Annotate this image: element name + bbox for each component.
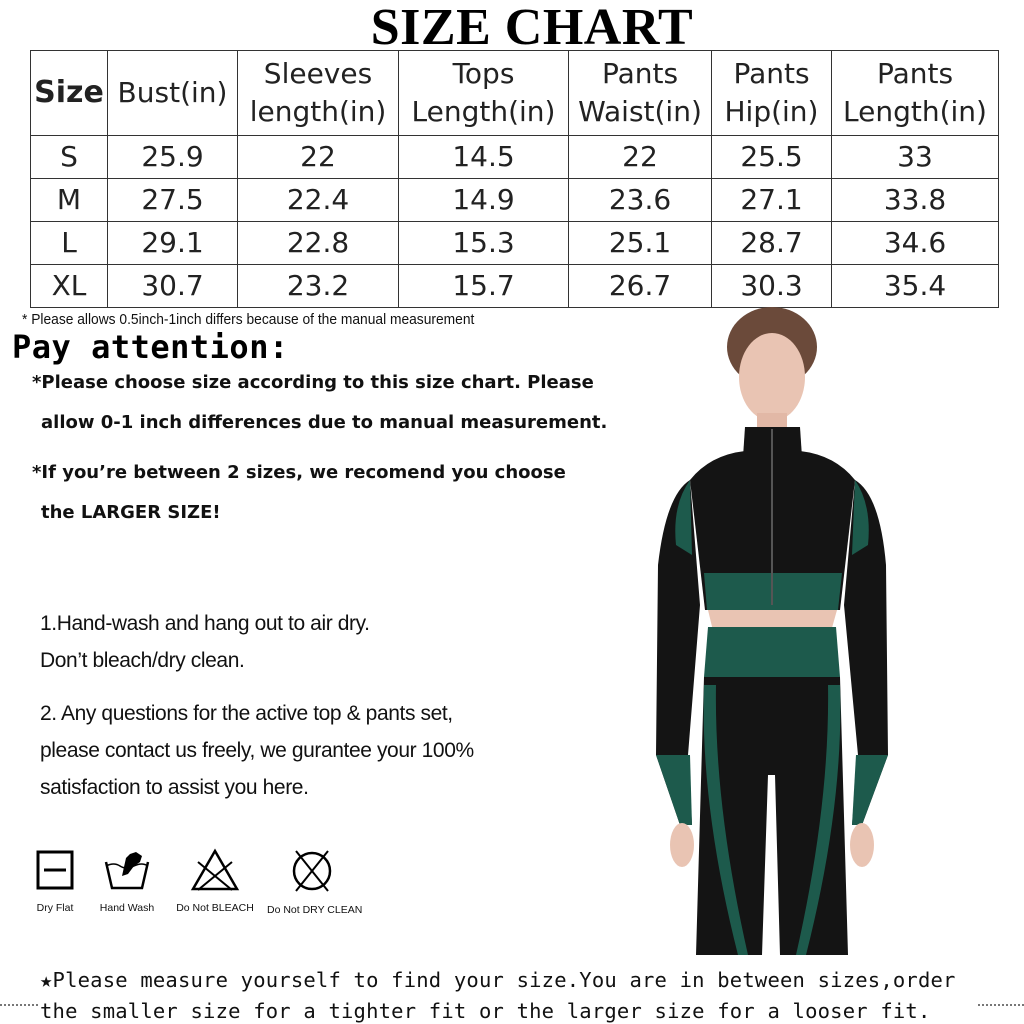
header-bust: Bust(in) bbox=[108, 51, 238, 136]
header-pants-waist: Pants Waist(in) bbox=[569, 51, 712, 136]
table-header-row bbox=[31, 51, 999, 136]
table-cell: 33.8 bbox=[832, 179, 999, 222]
care-instruction: 2. Any questions for the active top & pants set, bbox=[40, 702, 453, 725]
table-cell: 30.7 bbox=[108, 265, 238, 308]
size-table bbox=[30, 50, 999, 308]
table-cell: 22 bbox=[569, 136, 712, 179]
icon-label: Do Not BLEACH bbox=[176, 902, 254, 914]
table-row bbox=[31, 265, 999, 308]
table-row bbox=[31, 222, 999, 265]
attention-line: allow 0-1 inch differences due to manual measurement. bbox=[41, 412, 608, 433]
do-not-bleach-care bbox=[170, 848, 260, 914]
care-instruction: please contact us freely, we gurantee your 100% bbox=[40, 739, 474, 762]
table-cell: 29.1 bbox=[108, 222, 238, 265]
hand-wash-icon bbox=[102, 848, 152, 892]
dry-flat-icon bbox=[35, 848, 75, 892]
footer-line: ★Please measure yourself to find your size.You are in between sizes,order bbox=[40, 968, 956, 992]
table-cell: S bbox=[31, 136, 108, 179]
table-cell: 14.9 bbox=[399, 179, 569, 222]
header-pants-length: Pants Length(in) bbox=[832, 51, 999, 136]
table-cell: 22.8 bbox=[238, 222, 399, 265]
table-cell: L bbox=[31, 222, 108, 265]
table-cell: 34.6 bbox=[832, 222, 999, 265]
model-photo bbox=[630, 305, 930, 955]
icon-label: Dry Flat bbox=[36, 902, 74, 914]
table-cell: 23.2 bbox=[238, 265, 399, 308]
care-instruction: 1.Hand-wash and hang out to air dry. bbox=[40, 612, 370, 635]
table-cell: 35.4 bbox=[832, 265, 999, 308]
care-instruction: Don’t bleach/dry clean. bbox=[40, 649, 245, 672]
header-tops-length: Tops Length(in) bbox=[399, 51, 569, 136]
care-instruction: satisfaction to assist you here. bbox=[40, 776, 309, 799]
icon-label: Do Not DRY CLEAN bbox=[267, 904, 363, 916]
size-chart-title: SIZE CHART bbox=[370, 0, 694, 56]
table-cell: 33 bbox=[832, 136, 999, 179]
table-cell: 22.4 bbox=[238, 179, 399, 222]
table-cell: M bbox=[31, 179, 108, 222]
table-cell: 27.1 bbox=[712, 179, 832, 222]
table-cell: 25.1 bbox=[569, 222, 712, 265]
header-sleeves-length: Sleeves length(in) bbox=[238, 51, 399, 136]
table-cell: 28.7 bbox=[712, 222, 832, 265]
do-not-dry-clean-care bbox=[267, 848, 363, 916]
hand-wash-care bbox=[82, 848, 172, 914]
do-not-dry-clean-icon bbox=[289, 848, 335, 894]
attention-line: *Please choose size according to this size chart. Please bbox=[32, 372, 594, 393]
attention-line: *If you’re between 2 sizes, we recomend you choose bbox=[32, 462, 566, 483]
divider bbox=[978, 1004, 1024, 1006]
table-cell: XL bbox=[31, 265, 108, 308]
table-cell: 27.5 bbox=[108, 179, 238, 222]
table-cell: 15.3 bbox=[399, 222, 569, 265]
divider bbox=[0, 1004, 38, 1006]
table-cell: 22 bbox=[238, 136, 399, 179]
table-cell: 15.7 bbox=[399, 265, 569, 308]
attention-line: the LARGER SIZE! bbox=[41, 502, 221, 523]
header-size: Size bbox=[31, 51, 108, 136]
table-row bbox=[31, 179, 999, 222]
table-cell: 26.7 bbox=[569, 265, 712, 308]
icon-label: Hand Wash bbox=[99, 902, 155, 914]
table-cell: 30.3 bbox=[712, 265, 832, 308]
table-row bbox=[31, 136, 999, 179]
footer-line: the smaller size for a tighter fit or the larger size for a looser fit. bbox=[40, 999, 931, 1023]
table-cell: 14.5 bbox=[399, 136, 569, 179]
header-pants-hip: Pants Hip(in) bbox=[712, 51, 832, 136]
table-cell: 23.6 bbox=[569, 179, 712, 222]
do-not-bleach-icon bbox=[190, 848, 240, 892]
table-cell: 25.5 bbox=[712, 136, 832, 179]
pay-attention-heading: Pay attention: bbox=[12, 328, 289, 366]
table-cell: 25.9 bbox=[108, 136, 238, 179]
measurement-note: * Please allows 0.5inch-1inch differs because of the manual measurement bbox=[22, 311, 475, 328]
